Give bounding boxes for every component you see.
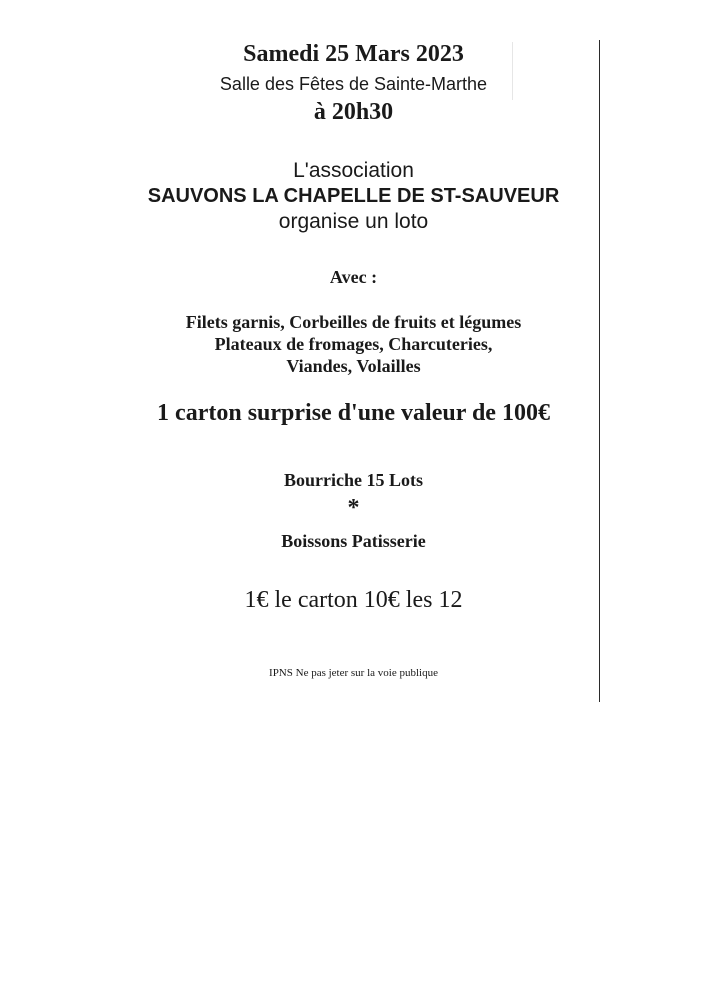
avec-heading: Avec : (329, 267, 378, 287)
surprise-carton: 1 carton surprise d'une valeur de 100€ (157, 400, 550, 426)
event-date: Samedi 25 Mars 2023 (243, 41, 464, 67)
event-venue: Salle des Fêtes de Sainte-Marthe (219, 74, 488, 94)
separator-asterisk: * (347, 495, 360, 521)
bourriche-line: Bourriche 15 Lots (284, 470, 423, 490)
association-intro: L'association (293, 159, 414, 182)
association-name: SAUVONS LA CHAPELLE DE ST-SAUVEUR (147, 185, 560, 207)
prize-line: Viandes, Volailles (286, 356, 421, 376)
event-time: à 20h30 (313, 99, 394, 125)
refreshments-line: Boissons Patisserie (281, 531, 426, 551)
prize-line: Filets garnis, Corbeilles de fruits et légumes (185, 312, 522, 332)
price-line: 1€ le carton 10€ les 12 (244, 587, 463, 613)
prize-line: Plateaux de fromages, Charcuteries, (214, 334, 493, 354)
footer-notice: IPNS Ne pas jeter sur la voie publique (269, 667, 438, 679)
event-description: organise un loto (278, 210, 429, 233)
